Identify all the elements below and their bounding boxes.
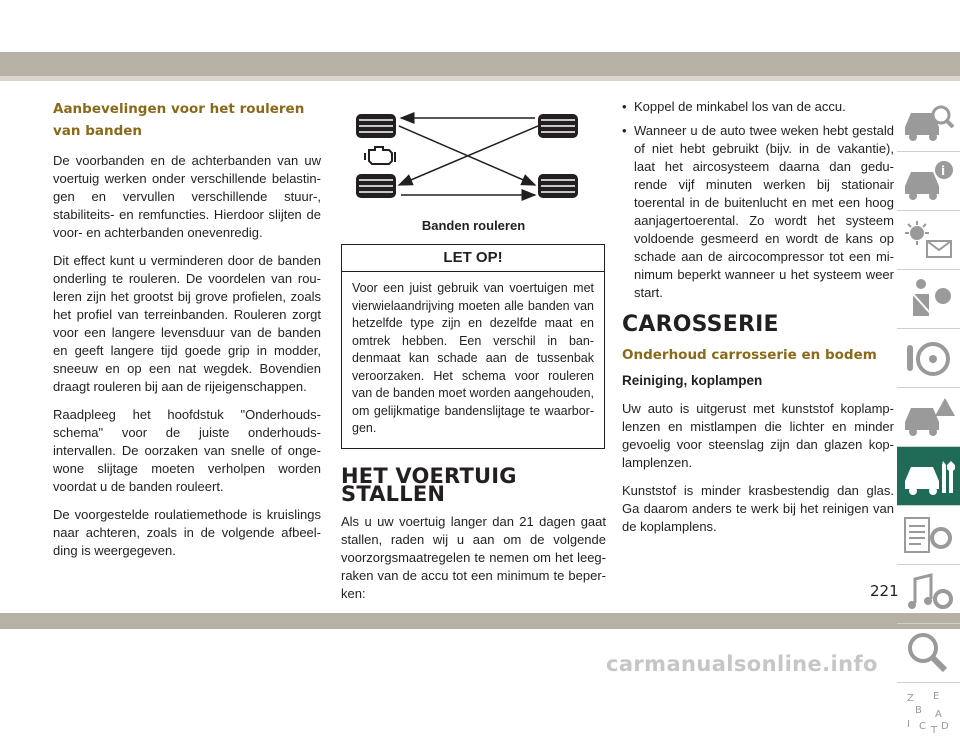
paragraph: Als u uw voertuig langer dan 21 dagen gaat stallen, raden wij u aan om de volgende voorzorgsmaatregelen te nemen om het leeg-raken van de accu tot een minimum te beper-ken:: [341, 513, 606, 601]
tire-rear-right: [538, 174, 578, 198]
figure-caption: Banden rouleren: [421, 218, 526, 233]
tab-warning-lights[interactable]: [897, 211, 960, 270]
tire-front-left: [356, 114, 396, 138]
car-magnifier-icon: [901, 97, 957, 147]
tab-maintenance[interactable]: [897, 447, 960, 506]
svg-text:D: D: [941, 721, 949, 732]
svg-text:E: E: [933, 691, 940, 702]
svg-text:T: T: [931, 725, 938, 736]
chapter-tabs: [897, 93, 960, 741]
left-column: [53, 98, 321, 570]
tab-safety[interactable]: [897, 270, 960, 329]
tab-starting-operating[interactable]: [897, 329, 960, 388]
middle-column: [341, 100, 606, 613]
svg-text:A: A: [935, 709, 942, 720]
tab-car-magnifier[interactable]: [897, 93, 960, 152]
bottom-band: [0, 613, 960, 629]
page-number: 221: [870, 582, 899, 600]
list-item: • Koppel de minkabel los van de accu.: [622, 98, 894, 116]
right-column: [622, 98, 894, 546]
heading-headlamp-cleaning: Reiniging, koplampen: [622, 373, 763, 388]
car-tools-icon: [901, 451, 957, 501]
paragraph: Kunststof is minder krasbestendig dan glas. Ga daarom anders te werk bij het reinigen van de koplamplens.: [622, 483, 894, 534]
tab-multimedia[interactable]: [897, 565, 960, 624]
tab-car-info[interactable]: [897, 152, 960, 211]
section-title-storage: HET VOERTUIG STALLEN: [341, 463, 517, 506]
warning-box: [341, 244, 605, 449]
car-warning-icon: [901, 392, 957, 442]
seatbelt-airbag-icon: [901, 274, 957, 324]
tab-specifications[interactable]: [897, 506, 960, 565]
svg-text:Z: Z: [907, 693, 914, 704]
section-heading-tire-rotation: Aanbevelingen voor het rouleren van banden: [53, 101, 305, 139]
tab-customer-assistance[interactable]: [897, 624, 960, 683]
warning-text: Voor een juist gebruik van voertuigen met vierwielaandrijving moeten alle banden van hetzelfde type zijn en dezelfde maat en omtrek hebben. Een verschil in ban-denmaat kan schade aan de tussenbak veroorzaken. Het schema voor rouleren van de banden moet worden aangehouden, om gelijkmatige bandenslijtage te waarbor-gen.: [352, 281, 594, 435]
chapter-title-bodywork: CAROSSERIE: [622, 312, 779, 337]
paragraph: De voorbanden en de achterbanden van uw voertuig werken onder verschillende belastin-gen en vervullen verschillende stuur-, stabiliteits- en remfuncties. Hierdoor slijten de voor- en achterbanden onevenredig.: [53, 153, 321, 240]
steering-key-icon: [901, 333, 957, 383]
svg-text:I: I: [907, 719, 910, 730]
list-item: • Wanneer u de auto twee weken hebt gestald of niet hebt gebruikt (bijv. in de vakantie), laat het aircosysteem daarna dan gedu-rende vijf minuten werken bij stationair toerental in de buitenlucht en met een hoog aanjagertoerental. Zo wordt het systeem voldoende gesmeerd en wordt de kans op schade aan de aircocompressor tot een mi-nimum beperkt wanneer u het systeem weer start.: [622, 122, 894, 302]
car-info-icon: [901, 156, 957, 206]
svg-text:i: i: [941, 164, 946, 178]
top-band: [0, 52, 960, 76]
top-band-shadow: [0, 76, 960, 81]
engine-icon: [365, 147, 395, 164]
index-letters-icon: [901, 687, 957, 737]
tire-front-right: [538, 114, 578, 138]
top-margin: [0, 0, 960, 52]
svg-text:C: C: [919, 721, 926, 732]
tire-rear-left: [356, 174, 396, 198]
watermark: carmanualsonline.info: [606, 652, 878, 676]
warning-title: LET OP!: [342, 245, 604, 272]
tab-emergency[interactable]: [897, 388, 960, 447]
tire-rotation-figure: [341, 100, 606, 232]
storage-bullet-list: [622, 98, 894, 302]
paragraph: Uw auto is uitgerust met kunststof koplamp-lenzen en mistlampen die lichter en minder gevoelig voor steenslag zijn dan glazen kop-lamplenzen.: [622, 401, 894, 470]
paragraph: Raadpleeg het hoofdstuk "Onderhouds-schema" voor de juiste onderhouds-intervallen. De oorzaken van snelle of onge-wone slijtage moeten verholpen worden voordat u de banden rouleert.: [53, 407, 321, 494]
search-icon: [901, 628, 957, 678]
svg-text:B: B: [915, 705, 922, 716]
checklist-gear-icon: [901, 510, 957, 560]
subheading-body-maintenance: Onderhoud carrosserie en bodem: [622, 347, 877, 363]
tire-rotation-diagram: [341, 100, 606, 212]
warning-light-mail-icon: [901, 215, 957, 265]
music-gear-icon: [901, 569, 957, 619]
paragraph: Dit effect kunt u verminderen door de banden onderling te rouleren. De voordelen van rou-leren zijn het grootst bij grove profielen, zoals het profiel van terreinbanden. Rouleren zorgt voor een langere levensduur van de banden en geeft langere tijd goede grip in modder, sneeuw en op een nat wegdek. Bovendien draagt rouleren bij aan de rijeigenschappen.: [53, 253, 321, 394]
tab-index[interactable]: [897, 683, 960, 741]
paragraph: De voorgestelde roulatiemethode is kruislings naar achteren, zoals in de volgende afbeel-ding is weergegeven.: [53, 507, 321, 558]
